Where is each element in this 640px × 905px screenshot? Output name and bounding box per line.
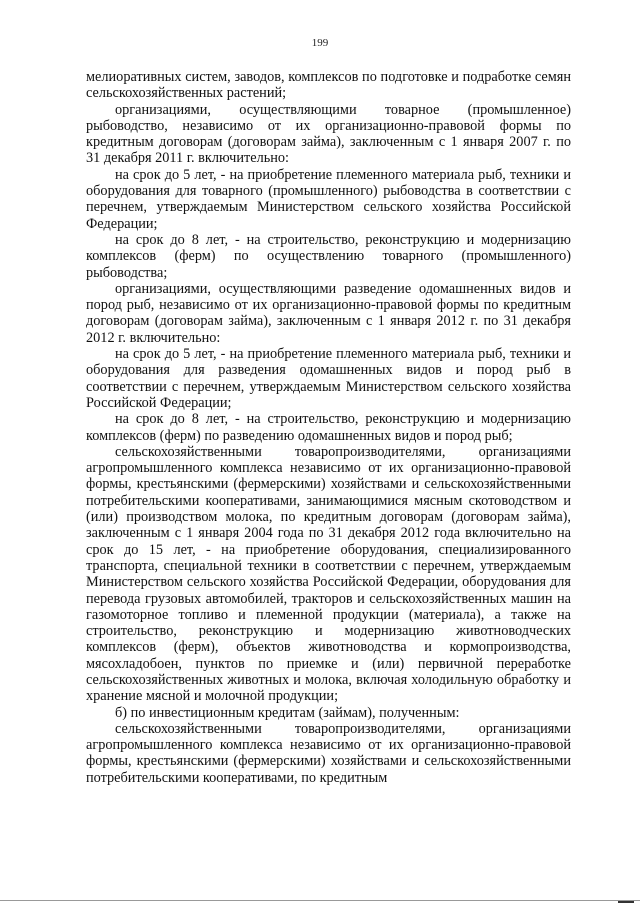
paragraph: организациями, осуществляющими разведение одомашненных видов и пород рыб, независимо от их организационно-правовой формы по кредитным договорам (договорам займа), заключенным с 1 января 2012 г. по 31 декабря 2012 г. включительно: bbox=[86, 280, 571, 346]
scan-edge-line bbox=[0, 900, 640, 901]
paragraph: на срок до 8 лет, - на строительство, реконструкцию и модернизацию комплексов (ферм) по разведению одомашненных видов и пород рыб; bbox=[86, 411, 571, 444]
page-number: 199 bbox=[311, 37, 329, 49]
paragraph: сельскохозяйственными товаропроизводителями, организациями агропромышленного комплекса независимо от их организационно-правовой формы, крестьянскими (фермерскими) хозяйствами и сельскохозяйственными потребительскими кооперативами, по кредитным bbox=[86, 720, 571, 786]
paragraph: на срок до 5 лет, - на приобретение племенного материала рыб, техники и оборудования для разведения одомашненных видов и пород рыб в соответствии с перечнем, утверждаемым Министерством сельского хозяйства Российской Федерации; bbox=[86, 346, 571, 411]
paragraph: на срок до 5 лет, - на приобретение племенного материала рыб, техники и оборудования для товарного (промышленного) рыбоводства в соответствии с перечнем, утверждаемым Министерством сельского хозяйства Российской Федерации; bbox=[86, 166, 571, 232]
paragraph: организациями, осуществляющими товарное (промышленное) рыбоводство, независимо от их организационно-правовой формы по кредитным договорам (договорам займа), заключенным с 1 января 2007 г. по 31 декабря 2011 г. включительно: bbox=[86, 101, 571, 167]
scan-corner-mark bbox=[618, 901, 634, 903]
paragraph: б) по инвестиционным кредитам (займам), полученным: bbox=[115, 704, 460, 721]
paragraph: мелиоративных систем, заводов, комплексов по подготовке и подработке семян сельскохозяйственных растений; bbox=[86, 69, 571, 102]
paragraph: на срок до 8 лет, - на строительство, реконструкцию и модернизацию комплексов (ферм) по осуществлению товарного (промышленного) рыбоводства; bbox=[86, 231, 571, 281]
document-body bbox=[86, 69, 571, 786]
paragraph: сельскохозяйственными товаропроизводителями, организациями агропромышленного комплекса независимо от их организационно-правовой формы, крестьянскими (фермерскими) хозяйствами и сельскохозяйственными потребительскими кооперативами, занимающимися мясным скотоводством и (или) производством молока, по кредитным договорам (договорам займа), заключенным с 1 января 2004 года по 31 декабря 2012 года включительно на срок до 15 лет, - на приобретение оборудования, специализированного транспорта, специальной техники в соответствии с перечнем, утверждаемым Министерством сельского хозяйства Российской Федерации, оборудования для перевода грузовых автомобилей, тракторов и сельскохозяйственных машин на газомоторное топливо и племенной продукции (материала), а также на строительство, реконструкцию и модернизацию животноводческих комплексов (ферм), объектов животноводства и кормопроизводства, мясохладобоен, пунктов по приемке и (или) первичной переработке сельскохозяйственных животных и молока, включая холодильную обработку и хранение мясной и молочной продукции; bbox=[86, 443, 571, 705]
